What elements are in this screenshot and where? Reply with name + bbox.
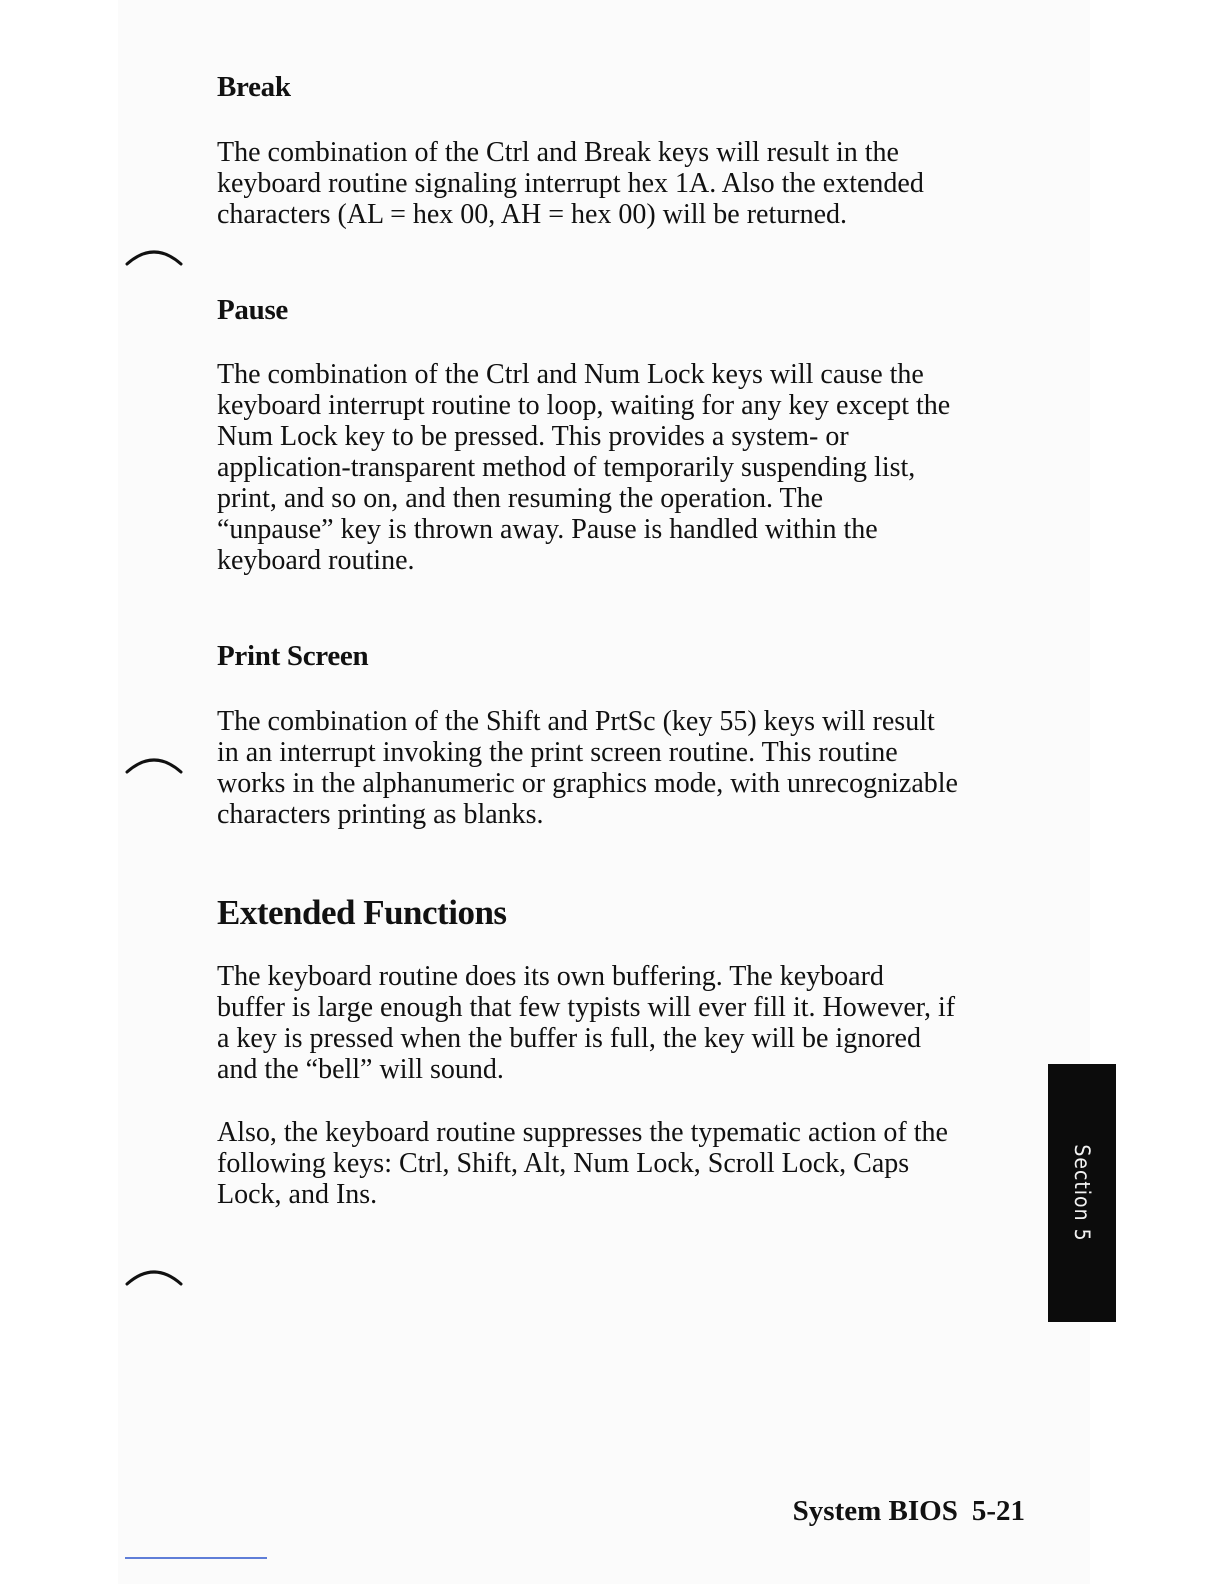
paragraph-pause: [217, 359, 1037, 576]
binder-hole-mark-icon: [124, 242, 186, 270]
paragraph-extended-functions-2: [217, 1117, 1037, 1210]
paragraph-break: [217, 137, 1037, 230]
section-tab: [1048, 1064, 1116, 1322]
text-line: print, and so on, and then resuming the operation. The: [217, 483, 824, 514]
text-line: and the “bell” will sound.: [217, 1054, 504, 1085]
text-line: The combination of the Ctrl and Break keys will result in the: [217, 137, 899, 168]
heading-pause: Pause: [217, 294, 289, 326]
text-line: a key is pressed when the buffer is full, the key will be ignored: [217, 1023, 921, 1054]
text-line: characters (AL = hex 00, AH = hex 00) will be returned.: [217, 199, 847, 230]
text-line: works in the alphanumeric or graphics mode, with unrecognizable: [217, 768, 958, 799]
text-line: Also, the keyboard routine suppresses the typematic action of the: [217, 1117, 948, 1148]
text-line: application-transparent method of temporarily suspending list,: [217, 452, 916, 483]
text-line: Num Lock key to be pressed. This provides a system- or: [217, 421, 849, 452]
text-line: Lock, and Ins.: [217, 1179, 378, 1210]
section-tab-label: Section 5: [1070, 1144, 1094, 1242]
text-line: buffer is large enough that few typists will ever fill it. However, if: [217, 992, 956, 1023]
heading-break: Break: [217, 71, 291, 103]
text-line: The combination of the Ctrl and Num Lock keys will cause the: [217, 359, 924, 390]
binder-hole-mark-icon: [124, 750, 186, 778]
text-line: keyboard interrupt routine to loop, waiting for any key except the: [217, 390, 951, 421]
text-line: keyboard routine signaling interrupt hex 1A. Also the extended: [217, 168, 924, 199]
page-footer: [793, 1494, 1025, 1528]
text-line: keyboard routine.: [217, 545, 415, 576]
text-line: “unpause” key is thrown away. Pause is handled within the: [217, 514, 878, 545]
paragraph-print-screen: [217, 706, 1037, 830]
page-number: 5-21: [971, 1495, 1025, 1527]
text-line: The combination of the Shift and PrtSc (key 55) keys will result: [217, 706, 935, 737]
text-line: The keyboard routine does its own buffering. The keyboard: [217, 961, 884, 992]
footer-title: System BIOS: [792, 1495, 958, 1527]
bottom-rule: [125, 1557, 267, 1559]
text-line: characters printing as blanks.: [217, 799, 544, 830]
heading-extended-functions: Extended Functions: [217, 893, 507, 932]
binder-hole-mark-icon: [124, 1262, 186, 1290]
paragraph-extended-functions-1: [217, 961, 1037, 1085]
text-line: in an interrupt invoking the print screen routine. This routine: [217, 737, 898, 768]
heading-print-screen: Print Screen: [217, 640, 369, 672]
text-line: following keys: Ctrl, Shift, Alt, Num Lock, Scroll Lock, Caps: [217, 1148, 910, 1179]
